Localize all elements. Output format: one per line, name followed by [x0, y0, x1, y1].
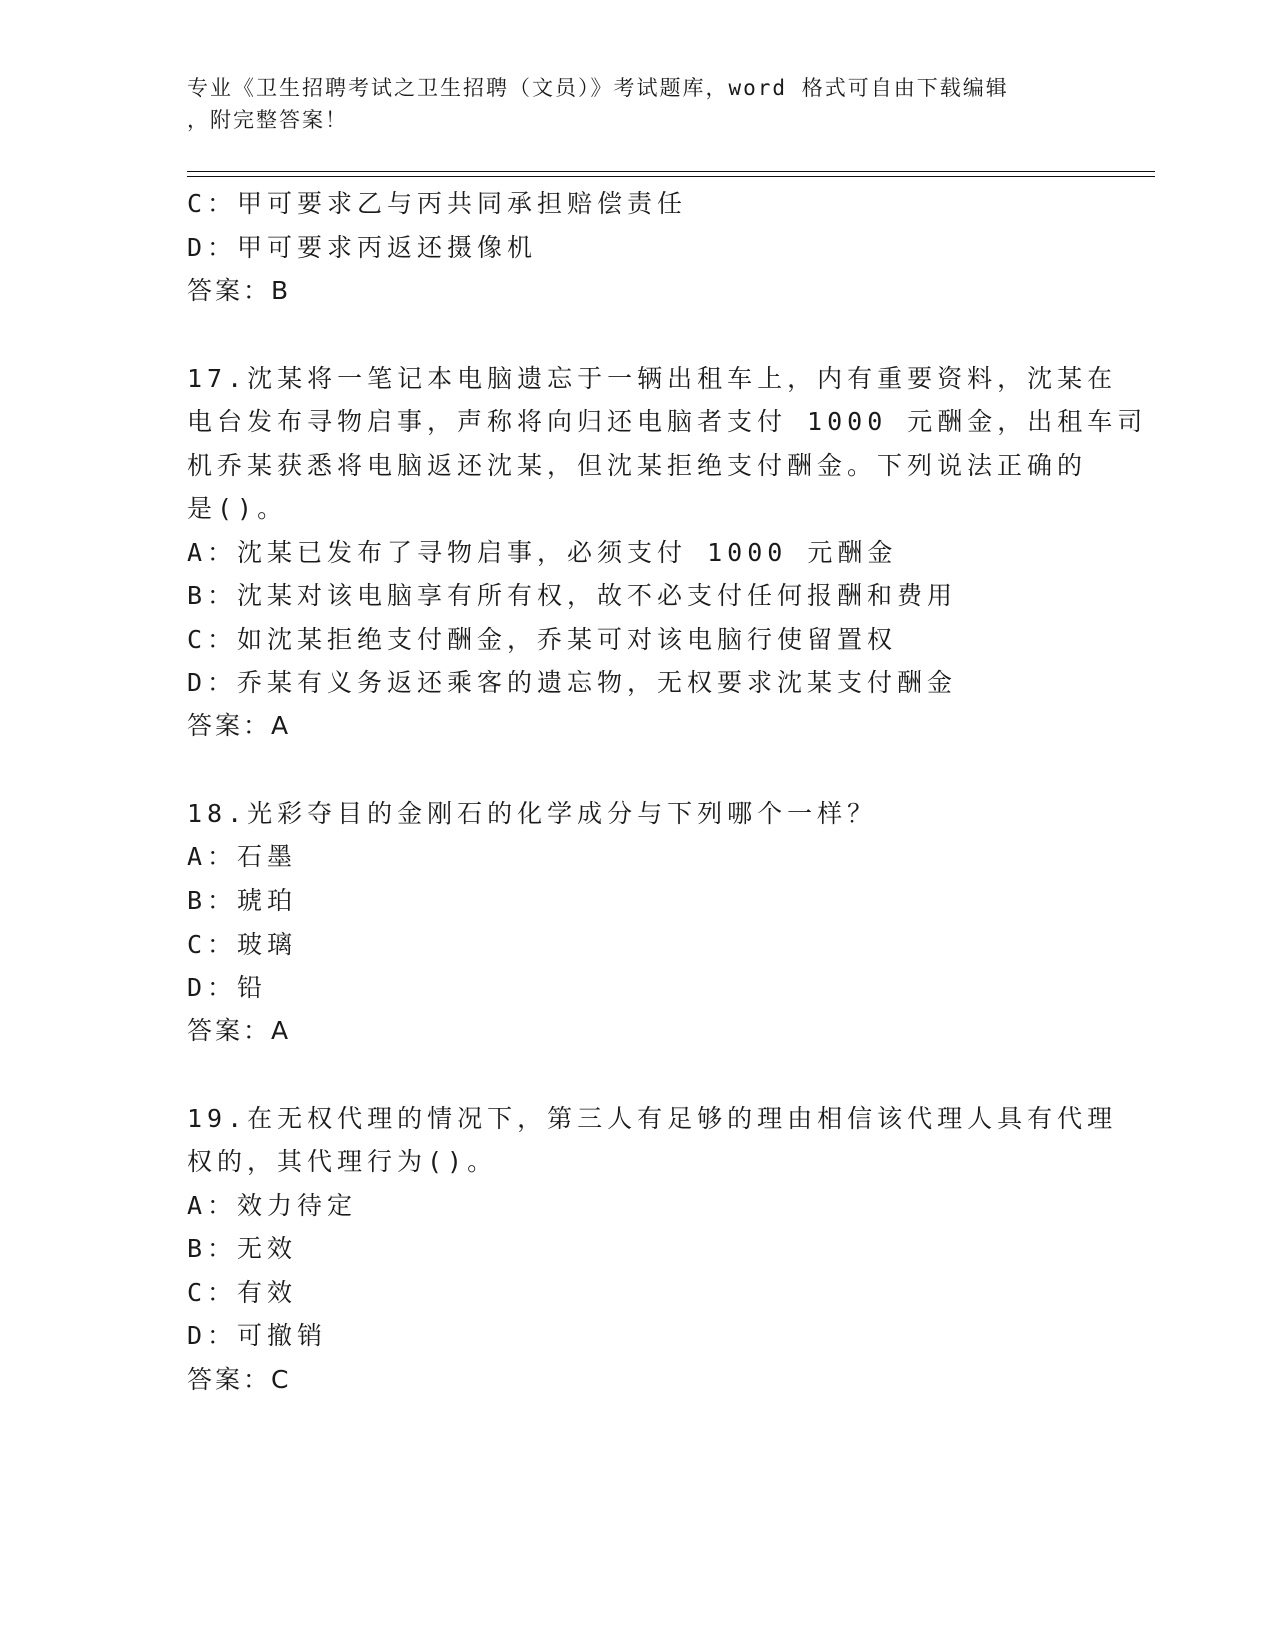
option-d: D：铅: [187, 973, 268, 1002]
option-c: C：玻璃: [187, 930, 298, 959]
question-17-text: 是()。: [187, 494, 288, 523]
header-rule-top: [187, 171, 1155, 172]
question-19-text: 19.在无权代理的情况下，第三人有足够的理由相信该代理人具有代理: [187, 1104, 1118, 1133]
option-b: B：琥珀: [187, 886, 298, 915]
option-b: B：无效: [187, 1234, 298, 1263]
header-line-1: 专业《卫生招聘考试之卫生招聘（文员）》考试题库，word 格式可自由下载编辑: [187, 76, 1009, 100]
question-17-text: 17.沈某将一笔记本电脑遗忘于一辆出租车上，内有重要资料，沈某在: [187, 364, 1118, 393]
question-18-text: 18.光彩夺目的金刚石的化学成分与下列哪个一样？: [187, 799, 878, 828]
option-d: D：甲可要求丙返还摄像机: [187, 233, 538, 262]
header-rule-bottom: [187, 176, 1155, 177]
answer: 答案：C: [187, 1365, 292, 1394]
option-a: A：效力待定: [187, 1191, 358, 1220]
header-line-2: ，附完整答案！: [187, 108, 348, 132]
answer: 答案：A: [187, 1016, 292, 1045]
question-19-text: 权的，其代理行为()。: [187, 1147, 498, 1176]
option-b: B：沈某对该电脑享有所有权，故不必支付任何报酬和费用: [187, 581, 958, 610]
option-a: A：沈某已发布了寻物启事，必须支付 1000 元酬金: [187, 538, 898, 567]
option-c: C：如沈某拒绝支付酬金，乔某可对该电脑行使留置权: [187, 625, 898, 654]
option-c: C：甲可要求乙与丙共同承担赔偿责任: [187, 189, 688, 218]
option-c: C：有效: [187, 1278, 298, 1307]
answer: 答案：B: [187, 276, 292, 305]
option-d: D：可撤销: [187, 1321, 328, 1350]
question-17-text: 电台发布寻物启事，声称将向归还电脑者支付 1000 元酬金，出租车司: [187, 407, 1148, 436]
question-17-text: 机乔某获悉将电脑返还沈某，但沈某拒绝支付酬金。下列说法正确的: [187, 451, 1088, 480]
option-d: D：乔某有义务返还乘客的遗忘物，无权要求沈某支付酬金: [187, 668, 958, 697]
option-a: A：石墨: [187, 842, 298, 871]
answer: 答案：A: [187, 711, 292, 740]
